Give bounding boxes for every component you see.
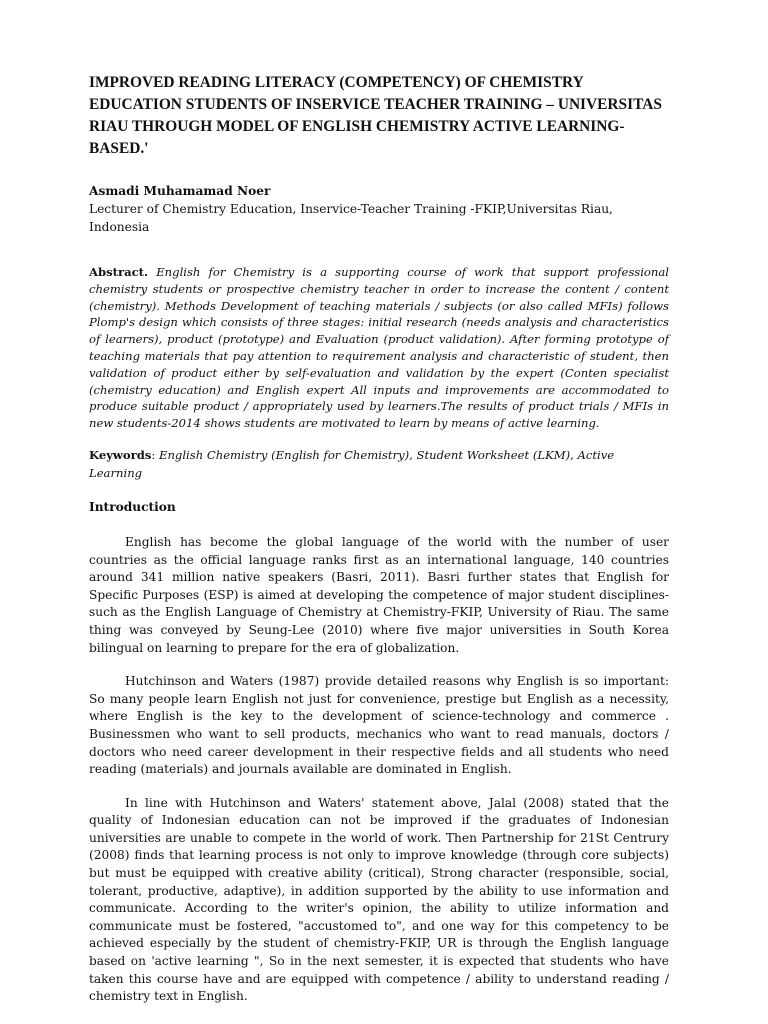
introduction-paragraph-3: In line with Hutchinson and Waters' statement above, Jalal (2008) stated that the quality of Indonesian education can not be improved if the graduates of Indonesian universities are unable to compete in the world of work. Then Partnership for 21St Centrury (2008) finds that learning process is not only to improve knowledge (through core subjects) but must be equipped with creative ability (critical), Strong character (responsible, social, tolerant, productive, adaptive), in addition supported by the ability to use information and communicate. According to the writer's opinion, the ability to utilize information and communicate must be fostered, "accustomed to", and one way for this competency to be achieved especially by the student of chemistry-FKIP, UR is through the English language based on 'active learning ", So in the next semester, it is expected that students who have taken this course have and are equipped with competence / ability to understand reading / chemistry text in English. <box>89 795 669 1004</box>
introduction-paragraph-1: English has become the global language of the world with the number of user countries as the official language ranks first as an international language, 140 countries around 341 million native speakers (Basri, 2011). Basri further states that English for Specific Purposes (ESP) is aimed at developing the competence of major student disciplines-such as the English Language of Chemistry at Chemistry-FKIP, University of Riau. The same thing was conveyed by Seung-Lee (2010) where five major universities in South Korea bilingual on learning to prepare for the era of globalization. <box>89 534 669 655</box>
author-affiliation: Lecturer of Chemistry Education, Inservice-Teacher Training -FKIP,Universitas Riau, Indonesia <box>89 202 613 234</box>
keywords-separator: : <box>151 447 159 462</box>
paper-content <box>89 72 669 1006</box>
paper-title: IMPROVED READING LITERACY (COMPETENCY) OF CHEMISTRY EDUCATION STUDENTS OF INSERVICE TEACHER TRAINING – UNIVERSITAS RIAU THROUGH MODEL OF ENGLISH CHEMISTRY ACTIVE LEARNING-BASED.' <box>89 74 662 157</box>
keywords-label: Keywords <box>89 447 152 462</box>
keywords <box>89 446 669 482</box>
introduction-paragraph-2: Hutchinson and Waters (1987) provide detailed reasons why English is so important: So many people learn English not just for convenience, prestige but English as a necessity, where English is the key to the development of science-technology and commerce . Businessmen who want to sell products, mechanics who want to read manuals, doctors / doctors who need career development in their respective fields and all students who need reading (materials) and journals available are dominated in English. <box>89 674 669 777</box>
abstract-label: Abstract. <box>89 265 149 279</box>
keywords-text: English Chemistry (English for Chemistry), Student Worksheet (LKM), Active Learning <box>89 447 615 480</box>
section-heading-introduction: Introduction <box>89 499 176 514</box>
abstract-text: English for Chemistry is a supporting course of work that support professional chemistry students or prospective chemistry teacher in order to increase the content / content (chemistry). Methods Development of teaching materials / subjects (or also called MFIs) follows Plomp's design which consists of three stages: initial research (needs analysis and characteristics of learners), product (prototype) and Evaluation (product validation). After forming prototype of teaching materials that pay attention to requirement analysis and characteristic of student, then validation of product either by self-evaluation and validation by the expert (Conten specialist (chemistry education) and English expert All inputs and improvements are accommodated to produce suitable product / appropriately used by learners.The results of product trials / MFIs in new students-2014 shows students are motivated to learn by means of active learning. <box>89 265 669 431</box>
author-name: Asmadi Muhamamad Noer <box>89 184 271 198</box>
abstract <box>89 264 669 432</box>
